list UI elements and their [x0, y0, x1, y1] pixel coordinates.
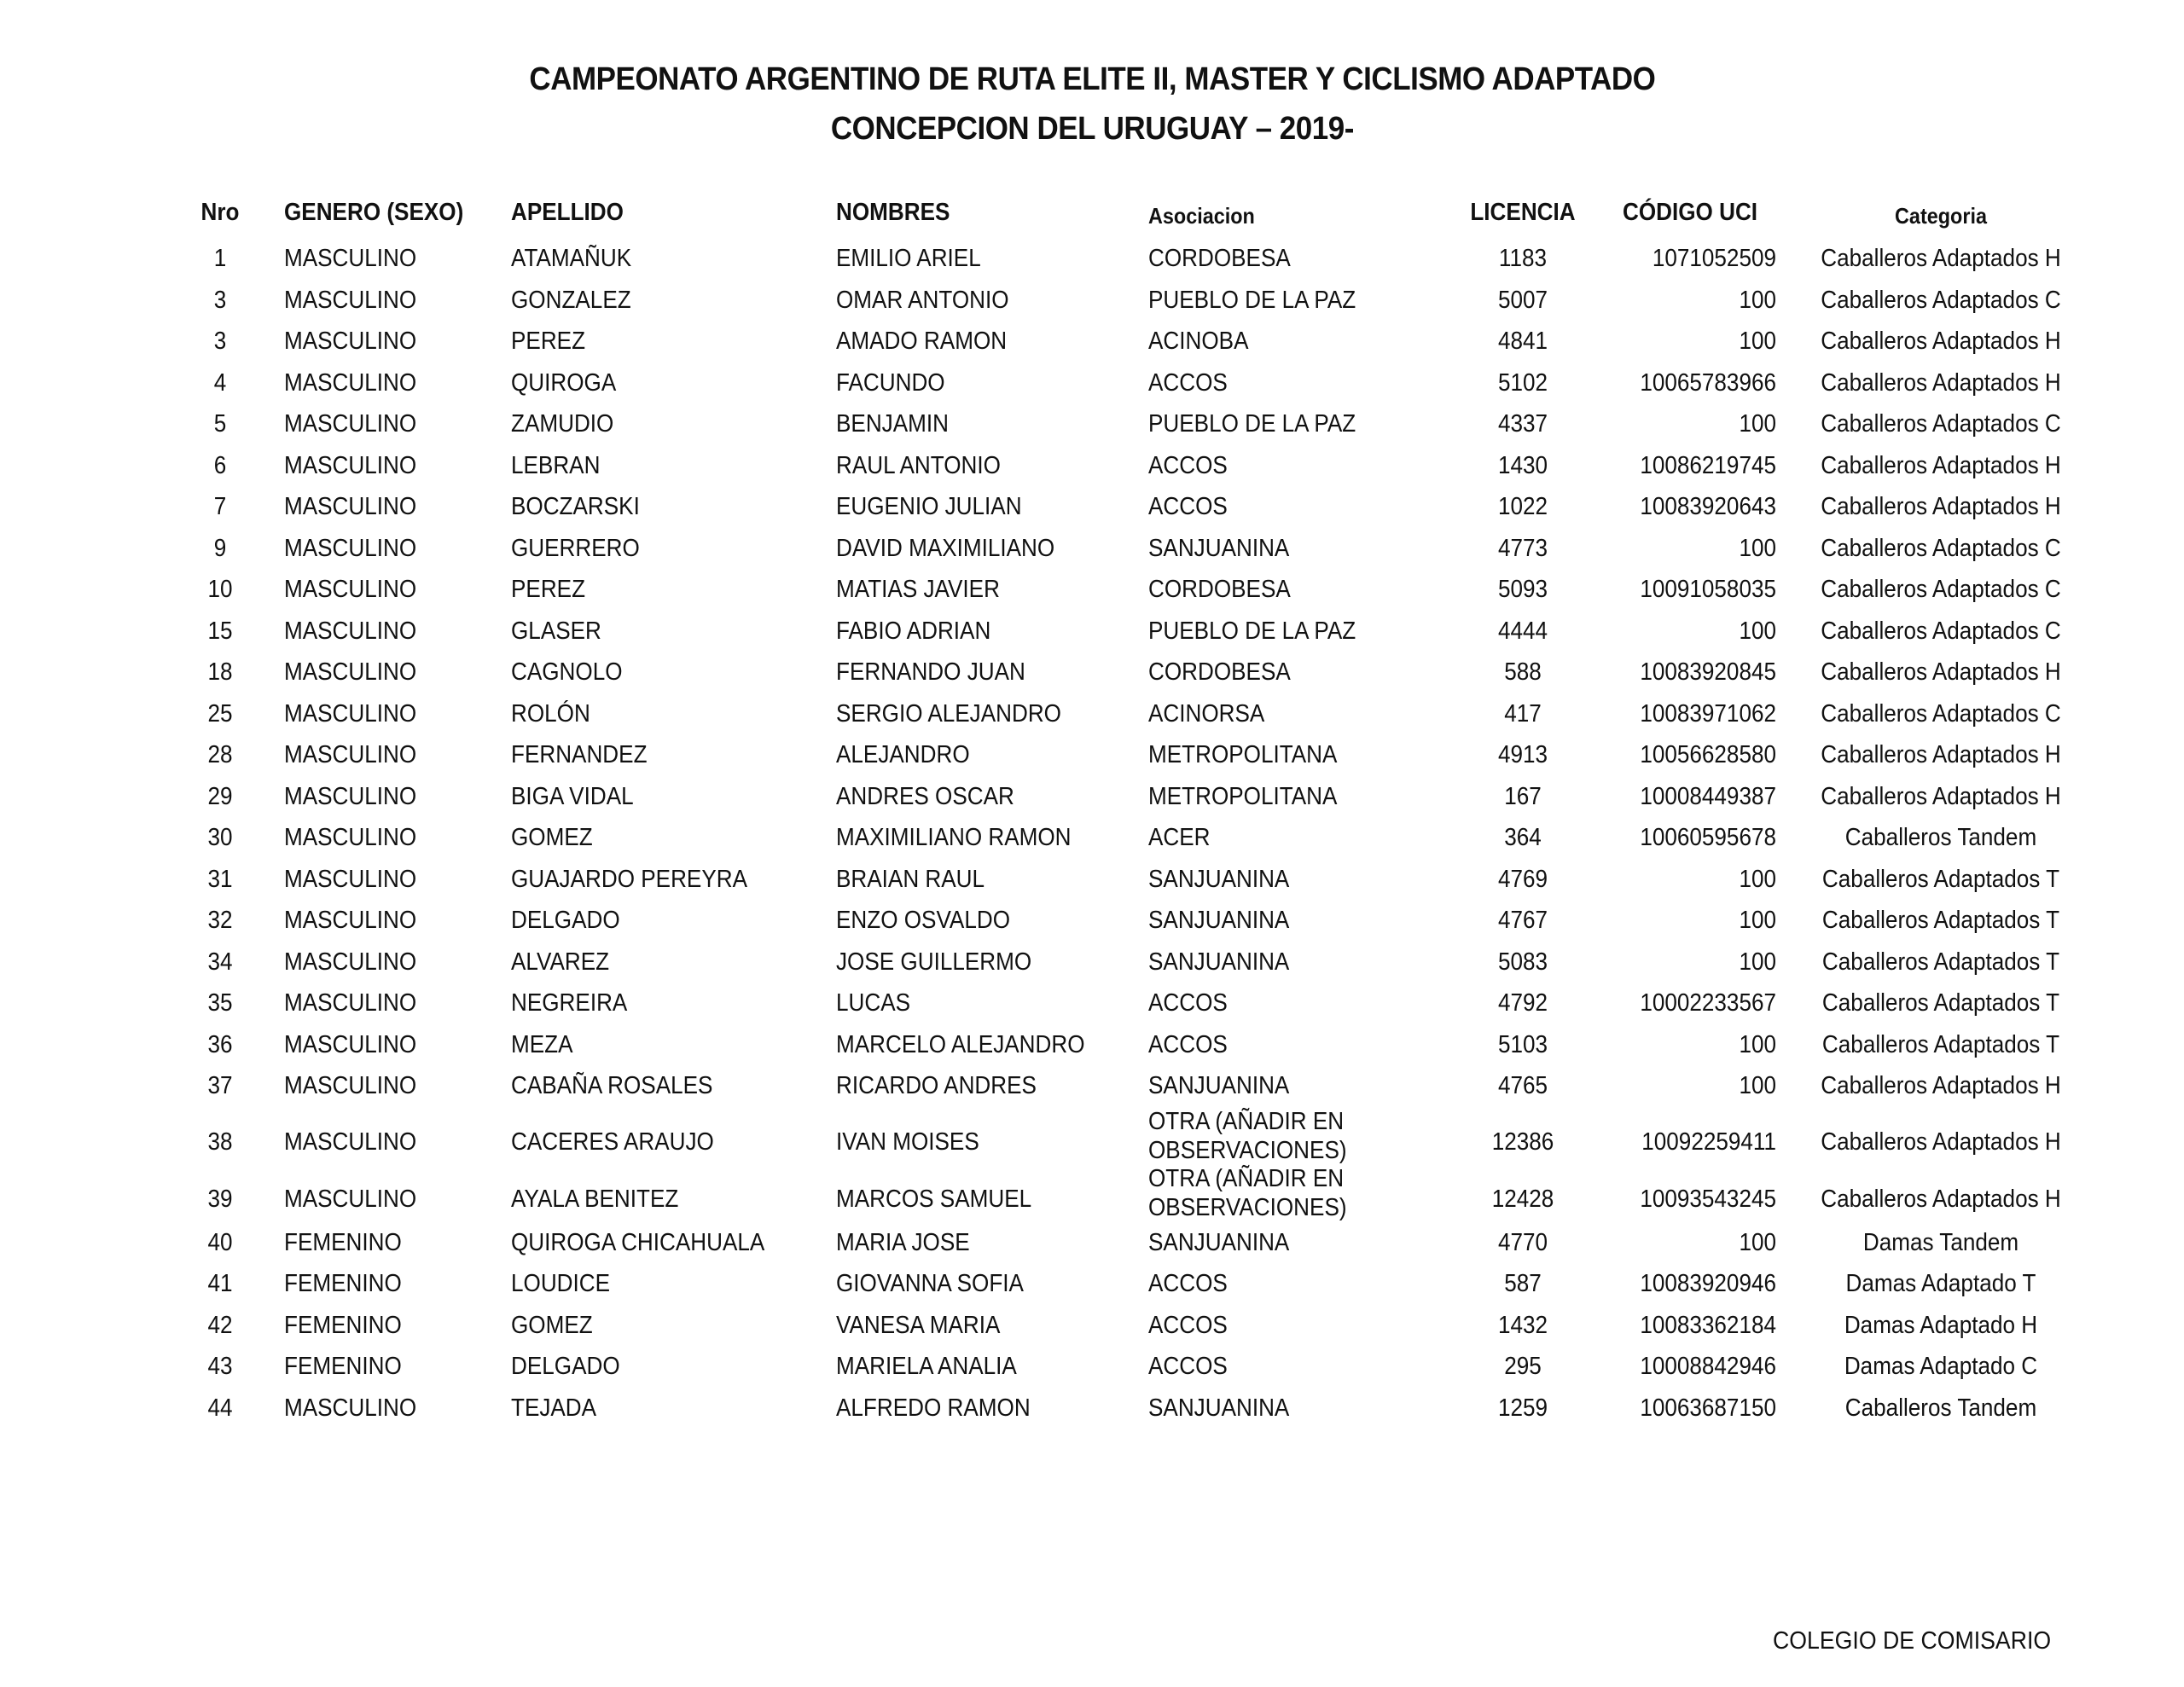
cell-categoria: Caballeros Adaptados H	[1821, 328, 2061, 355]
cell-licencia: 5007	[1497, 286, 1548, 314]
cell-nro: 44	[207, 1394, 233, 1422]
cell-apellido: ROLÓN	[511, 699, 590, 728]
cell-nro: 1	[213, 245, 227, 272]
cell-categoria: Damas Tandem	[1862, 1228, 2019, 1256]
cell-asociacion: CORDOBESA	[1148, 658, 1291, 686]
cell-genero: MASCULINO	[284, 617, 417, 645]
cell-apellido: GUAJARDO PEREYRA	[511, 865, 748, 893]
table-row	[0, 528, 2184, 569]
cell-categoria: Caballeros Adaptados H	[1821, 368, 2061, 397]
cell-licencia: 12428	[1491, 1186, 1554, 1213]
cell-codigo-uci: 10060595678	[1640, 824, 1776, 851]
cell-nombres: FABIO ADRIAN	[836, 617, 991, 645]
cell-categoria: Caballeros Tandem	[1844, 1394, 2037, 1422]
cell-apellido: QUIROGA	[511, 368, 617, 397]
cell-nombres: DAVID MAXIMILIANO	[836, 534, 1055, 562]
cell-nro: 3	[213, 328, 227, 355]
cell-asociacion: SANJUANINA	[1148, 1072, 1290, 1099]
cell-nombres: FACUNDO	[836, 368, 945, 397]
cell-licencia: 5103	[1497, 1030, 1548, 1058]
cell-licencia: 588	[1504, 658, 1542, 686]
table-row	[0, 569, 2184, 610]
cell-codigo-uci: 10063687150	[1640, 1394, 1776, 1422]
cell-genero: MASCULINO	[284, 658, 417, 686]
cell-nombres: MARCOS SAMUEL	[836, 1186, 1032, 1213]
cell-nombres: EMILIO ARIEL	[836, 245, 981, 272]
header-codigo-uci: CÓDIGO UCI	[1623, 199, 1758, 226]
cell-apellido: TEJADA	[511, 1394, 597, 1422]
cell-codigo-uci: 10083920845	[1640, 658, 1776, 686]
cell-licencia: 417	[1504, 699, 1542, 728]
cell-nro: 34	[207, 948, 233, 976]
table-row	[0, 900, 2184, 941]
cell-licencia: 1430	[1497, 451, 1548, 479]
table-row	[0, 611, 2184, 652]
table-row	[0, 362, 2184, 403]
cell-asociacion: SANJUANINA	[1148, 1228, 1290, 1256]
cell-licencia: 4770	[1497, 1228, 1548, 1256]
cell-categoria: Caballeros Adaptados C	[1821, 576, 2061, 603]
cell-genero: MASCULINO	[284, 1128, 417, 1156]
cell-genero: MASCULINO	[284, 989, 417, 1017]
cell-licencia: 5102	[1497, 368, 1548, 397]
header-asociacion: Asociacion	[1148, 203, 1255, 229]
cell-asociacion: ACCOS	[1148, 1270, 1228, 1297]
cell-categoria: Caballeros Adaptados H	[1821, 493, 2061, 520]
cell-codigo-uci: 10083362184	[1640, 1311, 1776, 1339]
cell-licencia: 5083	[1497, 948, 1548, 976]
cell-nro: 25	[207, 699, 233, 728]
table-row	[0, 942, 2184, 983]
cell-categoria: Damas Adaptado H	[1844, 1311, 2038, 1339]
cell-apellido: FERNANDEZ	[511, 741, 648, 768]
cell-categoria: Caballeros Tandem	[1844, 824, 2037, 851]
cell-apellido: LOUDICE	[511, 1270, 611, 1297]
cell-nro: 7	[213, 493, 227, 520]
cell-codigo-uci: 100	[1739, 1228, 1776, 1256]
cell-codigo-uci: 1071052509	[1652, 245, 1776, 272]
cell-nombres: MARCELO ALEJANDRO	[836, 1030, 1085, 1058]
cell-nombres: GIOVANNA SOFIA	[836, 1270, 1024, 1297]
cell-apellido: GOMEZ	[511, 824, 593, 851]
table-row	[0, 776, 2184, 817]
cell-nro: 15	[207, 617, 233, 645]
cell-nombres: MAXIMILIANO RAMON	[836, 824, 1072, 851]
cell-nro: 36	[207, 1030, 233, 1058]
cell-asociacion: PUEBLO DE LA PAZ	[1148, 410, 1356, 438]
cell-nombres: ALFREDO RAMON	[836, 1394, 1031, 1422]
cell-apellido: BIGA VIDAL	[511, 782, 634, 810]
cell-apellido: ZAMUDIO	[511, 410, 614, 438]
cell-genero: MASCULINO	[284, 907, 417, 934]
cell-codigo-uci: 10083971062	[1640, 699, 1776, 728]
cell-nro: 30	[207, 824, 233, 851]
table-row	[0, 1024, 2184, 1065]
cell-apellido: CABAÑA ROSALES	[511, 1072, 713, 1099]
table-row	[0, 983, 2184, 1023]
cell-nro: 29	[207, 782, 233, 810]
cell-codigo-uci: 10083920643	[1640, 493, 1776, 520]
cell-genero: MASCULINO	[284, 865, 417, 893]
cell-apellido: MEZA	[511, 1030, 573, 1058]
cell-genero: MASCULINO	[284, 368, 417, 397]
cell-asociacion: SANJUANINA	[1148, 948, 1290, 976]
cell-asociacion: CORDOBESA	[1148, 245, 1291, 272]
cell-apellido: GONZALEZ	[511, 286, 631, 314]
cell-nombres: FERNANDO JUAN	[836, 658, 1025, 686]
table-row	[0, 1388, 2184, 1429]
cell-codigo-uci: 100	[1739, 948, 1776, 976]
cell-asociacion: SANJUANINA	[1148, 1394, 1290, 1422]
cell-apellido: PEREZ	[511, 576, 586, 603]
cell-codigo-uci: 10092259411	[1641, 1128, 1776, 1156]
cell-categoria: Caballeros Adaptados T	[1821, 948, 2060, 976]
table-row	[0, 1346, 2184, 1387]
table-row	[0, 1305, 2184, 1346]
cell-asociacion: ACINOBA	[1148, 328, 1249, 355]
cell-categoria: Caballeros Adaptados C	[1821, 286, 2061, 314]
cell-nro: 35	[207, 989, 233, 1017]
cell-genero: MASCULINO	[284, 1072, 417, 1099]
table-row	[0, 1263, 2184, 1304]
cell-codigo-uci: 10008449387	[1640, 782, 1776, 810]
cell-codigo-uci: 10086219745	[1640, 451, 1776, 479]
table-row	[0, 1065, 2184, 1106]
cell-nro: 9	[213, 534, 227, 562]
cell-categoria: Caballeros Adaptados C	[1821, 617, 2061, 645]
cell-nombres: OMAR ANTONIO	[836, 286, 1009, 314]
cell-licencia: 364	[1504, 824, 1542, 851]
cell-nombres: MATIAS JAVIER	[836, 576, 1000, 603]
cell-apellido: GOMEZ	[511, 1311, 593, 1339]
cell-nombres: ALEJANDRO	[836, 741, 970, 768]
cell-nro: 10	[207, 576, 233, 603]
cell-categoria: Caballeros Adaptados C	[1821, 699, 2061, 728]
table-row	[0, 859, 2184, 900]
cell-genero: MASCULINO	[284, 741, 417, 768]
table-row	[0, 817, 2184, 858]
table-row	[0, 1164, 2184, 1220]
cell-apellido: ALVAREZ	[511, 948, 610, 976]
cell-genero: FEMENINO	[284, 1270, 402, 1297]
cell-licencia: 5093	[1497, 576, 1548, 603]
cell-nro: 41	[207, 1270, 233, 1297]
cell-categoria: Caballeros Adaptados C	[1821, 410, 2061, 438]
cell-licencia: 1259	[1497, 1394, 1548, 1422]
cell-categoria: Caballeros Adaptados C	[1821, 534, 2061, 562]
cell-nro: 6	[213, 451, 227, 479]
cell-nro: 3	[213, 286, 227, 314]
cell-asociacion: ACCOS	[1148, 493, 1228, 520]
cell-licencia: 4337	[1497, 410, 1548, 438]
cell-nro: 4	[213, 368, 227, 397]
cell-asociacion: ACER	[1148, 824, 1211, 851]
cell-licencia: 4773	[1497, 534, 1548, 562]
cell-genero: MASCULINO	[284, 245, 417, 272]
cell-categoria: Caballeros Adaptados H	[1821, 741, 2061, 768]
cell-codigo-uci: 100	[1739, 1072, 1776, 1099]
cell-nro: 42	[207, 1311, 233, 1339]
document-title: CAMPEONATO ARGENTINO DE RUTA ELITE II, MASTER Y CICLISMO ADAPTADO	[529, 61, 1656, 97]
cell-nombres: EUGENIO JULIAN	[836, 493, 1022, 520]
cell-codigo-uci: 100	[1739, 865, 1776, 893]
cell-apellido: CACERES ARAUJO	[511, 1128, 714, 1156]
table-row	[0, 445, 2184, 486]
cell-asociacion: METROPOLITANA	[1148, 782, 1338, 810]
table-row	[0, 403, 2184, 444]
cell-categoria: Caballeros Adaptados H	[1821, 451, 2061, 479]
cell-asociacion: METROPOLITANA	[1148, 741, 1338, 768]
cell-asociacion: PUEBLO DE LA PAZ	[1148, 617, 1356, 645]
cell-nombres: MARIA JOSE	[836, 1228, 970, 1256]
cell-nro: 18	[207, 658, 233, 686]
cell-genero: MASCULINO	[284, 493, 417, 520]
cell-nombres: LUCAS	[836, 989, 911, 1017]
cell-asociacion: SANJUANINA	[1148, 534, 1290, 562]
cell-asociacion: ACCOS	[1148, 451, 1228, 479]
cell-licencia: 295	[1504, 1353, 1542, 1380]
cell-nro: 32	[207, 907, 233, 934]
header-nombres: NOMBRES	[836, 199, 950, 226]
cell-nombres: RICARDO ANDRES	[836, 1072, 1037, 1099]
table-row	[0, 280, 2184, 321]
cell-codigo-uci: 10091058035	[1640, 576, 1776, 603]
cell-licencia: 4444	[1497, 617, 1548, 645]
cell-nombres: AMADO RAMON	[836, 328, 1008, 355]
cell-genero: MASCULINO	[284, 782, 417, 810]
cell-genero: MASCULINO	[284, 410, 417, 438]
cell-apellido: BOCZARSKI	[511, 493, 640, 520]
cell-licencia: 4913	[1497, 741, 1548, 768]
cell-nombres: SERGIO ALEJANDRO	[836, 699, 1061, 728]
cell-asociacion: ACCOS	[1148, 989, 1228, 1017]
table-row	[0, 693, 2184, 734]
cell-codigo-uci: 10008842946	[1640, 1353, 1776, 1380]
cell-asociacion: CORDOBESA	[1148, 576, 1291, 603]
cell-licencia: 4841	[1497, 328, 1548, 355]
cell-categoria: Caballeros Adaptados H	[1821, 1128, 2061, 1156]
cell-nombres: JOSE GUILLERMO	[836, 948, 1032, 976]
cell-genero: FEMENINO	[284, 1353, 402, 1380]
cell-nombres: IVAN MOISES	[836, 1128, 979, 1156]
table-row	[0, 1107, 2184, 1163]
cell-asociacion: ACCOS	[1148, 1030, 1228, 1058]
cell-nro: 39	[207, 1186, 233, 1213]
cell-asociacion: PUEBLO DE LA PAZ	[1148, 286, 1356, 314]
cell-apellido: PEREZ	[511, 328, 586, 355]
cell-nombres: ANDRES OSCAR	[836, 782, 1014, 810]
cell-codigo-uci: 100	[1739, 286, 1776, 314]
cell-asociacion: ACINORSA	[1148, 699, 1265, 728]
cell-nro: 31	[207, 865, 233, 893]
cell-licencia: 12386	[1491, 1128, 1554, 1156]
cell-categoria: Caballeros Adaptados H	[1821, 658, 2061, 686]
cell-genero: MASCULINO	[284, 328, 417, 355]
footer-signature: COLEGIO DE COMISARIO	[1773, 1627, 2052, 1655]
cell-licencia: 167	[1504, 782, 1542, 810]
cell-genero: FEMENINO	[284, 1311, 402, 1339]
table-row	[0, 321, 2184, 362]
cell-licencia: 587	[1504, 1270, 1542, 1297]
cell-apellido: LEBRAN	[511, 451, 601, 479]
cell-nro: 43	[207, 1353, 233, 1380]
cell-genero: MASCULINO	[284, 1030, 417, 1058]
cell-codigo-uci: 10065783966	[1640, 368, 1776, 397]
cell-apellido: CAGNOLO	[511, 658, 623, 686]
cell-nro: 28	[207, 741, 233, 768]
document-subtitle: CONCEPCION DEL URUGUAY – 2019-	[830, 111, 1354, 147]
cell-nro: 37	[207, 1072, 233, 1099]
cell-licencia: 1022	[1497, 493, 1548, 520]
table-row	[0, 486, 2184, 527]
cell-apellido: DELGADO	[511, 1353, 620, 1380]
cell-nro: 38	[207, 1128, 233, 1156]
cell-apellido: NEGREIRA	[511, 989, 628, 1017]
cell-asociacion: SANJUANINA	[1148, 865, 1290, 893]
cell-asociacion: ACCOS	[1148, 368, 1228, 397]
cell-asociacion: ACCOS	[1148, 1311, 1228, 1339]
cell-codigo-uci: 100	[1739, 1030, 1776, 1058]
cell-codigo-uci: 10056628580	[1640, 741, 1776, 768]
cell-codigo-uci: 100	[1739, 328, 1776, 355]
table-row	[0, 652, 2184, 693]
cell-apellido: AYALA BENITEZ	[511, 1186, 679, 1213]
cell-genero: FEMENINO	[284, 1228, 402, 1256]
cell-genero: MASCULINO	[284, 1186, 417, 1213]
cell-categoria: Caballeros Adaptados T	[1821, 907, 2060, 934]
header-apellido: APELLIDO	[511, 199, 624, 226]
header-genero: GENERO (SEXO)	[284, 199, 464, 226]
cell-apellido: GUERRERO	[511, 534, 640, 562]
header-licencia: LICENCIA	[1470, 199, 1576, 226]
cell-categoria: Caballeros Adaptados H	[1821, 782, 2061, 810]
cell-asociacion: OTRA (AÑADIR EN OBSERVACIONES)	[1148, 1165, 1347, 1221]
cell-genero: MASCULINO	[284, 1394, 417, 1422]
cell-genero: MASCULINO	[284, 451, 417, 479]
cell-apellido: QUIROGA CHICAHUALA	[511, 1228, 765, 1256]
cell-nro: 5	[213, 410, 227, 438]
cell-categoria: Caballeros Adaptados H	[1821, 1186, 2061, 1213]
cell-categoria: Caballeros Adaptados T	[1821, 989, 2060, 1017]
cell-genero: MASCULINO	[284, 286, 417, 314]
cell-codigo-uci: 100	[1739, 907, 1776, 934]
cell-codigo-uci: 100	[1739, 617, 1776, 645]
cell-licencia: 1432	[1497, 1311, 1548, 1339]
cell-asociacion: ACCOS	[1148, 1353, 1228, 1380]
header-categoria: Categoria	[1895, 203, 1987, 229]
table-row	[0, 1222, 2184, 1263]
header-nro: Nro	[200, 199, 240, 226]
cell-licencia: 4792	[1497, 989, 1548, 1017]
cell-apellido: GLASER	[511, 617, 601, 645]
cell-codigo-uci: 100	[1739, 410, 1776, 438]
cell-nombres: MARIELA ANALIA	[836, 1353, 1017, 1380]
cell-codigo-uci: 10002233567	[1640, 989, 1776, 1017]
cell-categoria: Caballeros Adaptados T	[1821, 865, 2060, 893]
cell-asociacion: OTRA (AÑADIR EN OBSERVACIONES)	[1148, 1107, 1347, 1164]
cell-licencia: 4767	[1497, 907, 1548, 934]
table-row	[0, 238, 2184, 279]
cell-licencia: 4765	[1497, 1072, 1548, 1099]
cell-genero: MASCULINO	[284, 699, 417, 728]
cell-genero: MASCULINO	[284, 948, 417, 976]
cell-licencia: 4769	[1497, 865, 1548, 893]
cell-nombres: BENJAMIN	[836, 410, 949, 438]
cell-nombres: RAUL ANTONIO	[836, 451, 1001, 479]
cell-licencia: 1183	[1498, 245, 1548, 272]
cell-codigo-uci: 100	[1739, 534, 1776, 562]
cell-categoria: Caballeros Adaptados H	[1821, 1072, 2061, 1099]
cell-nro: 40	[207, 1228, 233, 1256]
cell-genero: MASCULINO	[284, 576, 417, 603]
cell-categoria: Caballeros Adaptados T	[1821, 1030, 2060, 1058]
cell-categoria: Damas Adaptado T	[1845, 1270, 2036, 1297]
cell-categoria: Caballeros Adaptados H	[1821, 245, 2061, 272]
cell-apellido: ATAMAÑUK	[511, 245, 632, 272]
cell-nombres: ENZO OSVALDO	[836, 907, 1011, 934]
table-row	[0, 734, 2184, 775]
cell-nombres: VANESA MARIA	[836, 1311, 1001, 1339]
cell-codigo-uci: 10093543245	[1640, 1186, 1776, 1213]
cell-codigo-uci: 10083920946	[1640, 1270, 1776, 1297]
cell-apellido: DELGADO	[511, 907, 620, 934]
cell-genero: MASCULINO	[284, 534, 417, 562]
cell-asociacion: SANJUANINA	[1148, 907, 1290, 934]
cell-categoria: Damas Adaptado C	[1844, 1353, 2038, 1380]
cell-nombres: BRAIAN RAUL	[836, 865, 985, 893]
cell-genero: MASCULINO	[284, 824, 417, 851]
